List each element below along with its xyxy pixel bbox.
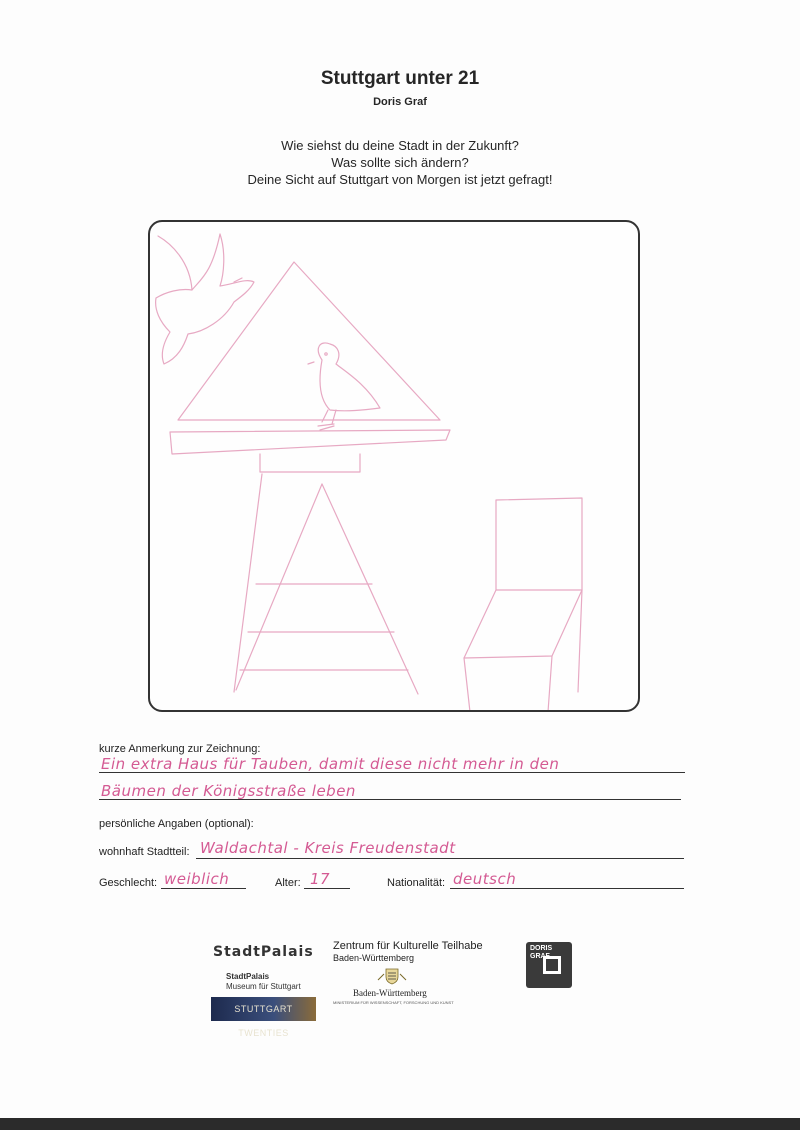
question-1: Wie siehst du deine Stadt in der Zukunft? — [281, 138, 519, 153]
annotation-line-rule-2 — [99, 799, 681, 800]
district-value[interactable]: Waldachtal - Kreis Freudenstadt — [200, 839, 456, 857]
square-icon — [543, 956, 561, 974]
pencil-drawing — [150, 222, 640, 712]
question-2: Was sollte sich ändern? — [331, 155, 469, 170]
age-rule — [304, 888, 350, 889]
chair — [464, 498, 582, 658]
annotation-line-1[interactable]: Ein extra Haus für Tauben, damit diese nicht mehr in den — [101, 755, 560, 773]
doris-graf-text: DORIS GRAF — [530, 945, 553, 960]
drawing-area — [148, 220, 640, 712]
age-value[interactable]: 17 — [310, 870, 331, 888]
stadtpalais-logo: StadtPalais — [213, 944, 314, 960]
nationality-label: Nationalität: — [387, 877, 446, 889]
flying-dove — [156, 234, 254, 364]
personal-label: persönliche Angaben (optional): — [99, 818, 254, 830]
zentrum-sub: Baden-Württemberg — [333, 953, 415, 963]
question-3: Deine Sicht auf Stuttgart von Morgen ist jetzt gefragt! — [247, 172, 553, 187]
stadtpalais-sub: Museum für Stuttgart — [226, 982, 301, 991]
zentrum-title: Zentrum für Kulturelle Teilhabe — [333, 940, 483, 952]
annotation-line-rule-1 — [99, 772, 685, 773]
roof-slab — [170, 430, 450, 454]
scan-edge — [0, 1118, 800, 1130]
page-subtitle: Doris Graf — [373, 96, 427, 108]
age-label: Alter: — [275, 877, 301, 889]
district-label: wohnhaft Stadtteil: — [99, 846, 190, 858]
bw-ministry: MINISTERIUM FÜR WISSENSCHAFT, FORSCHUNG UND KUNST — [333, 1000, 454, 1005]
nationality-value[interactable]: deutsch — [453, 870, 517, 888]
annotation-line-2[interactable]: Bäumen der Königsstraße leben — [101, 782, 356, 800]
district-rule — [196, 858, 684, 859]
nationality-rule — [450, 888, 684, 889]
page-title: Stuttgart unter 21 — [320, 68, 480, 89]
gender-rule — [161, 888, 246, 889]
roof-triangle — [178, 262, 440, 420]
stuttgart-twenties-banner: STUTTGART TWENTIES — [211, 997, 316, 1021]
bw-name: Baden-Württemberg — [353, 988, 427, 998]
coat-of-arms-icon — [376, 966, 408, 986]
annotation-label: kurze Anmerkung zur Zeichnung: — [99, 743, 261, 755]
doris-graf-logo — [526, 942, 572, 988]
gender-label: Geschlecht: — [99, 877, 158, 889]
gender-value[interactable]: weiblich — [164, 870, 230, 888]
stadtpalais-name: StadtPalais — [226, 972, 270, 981]
stand-frame — [260, 454, 360, 472]
